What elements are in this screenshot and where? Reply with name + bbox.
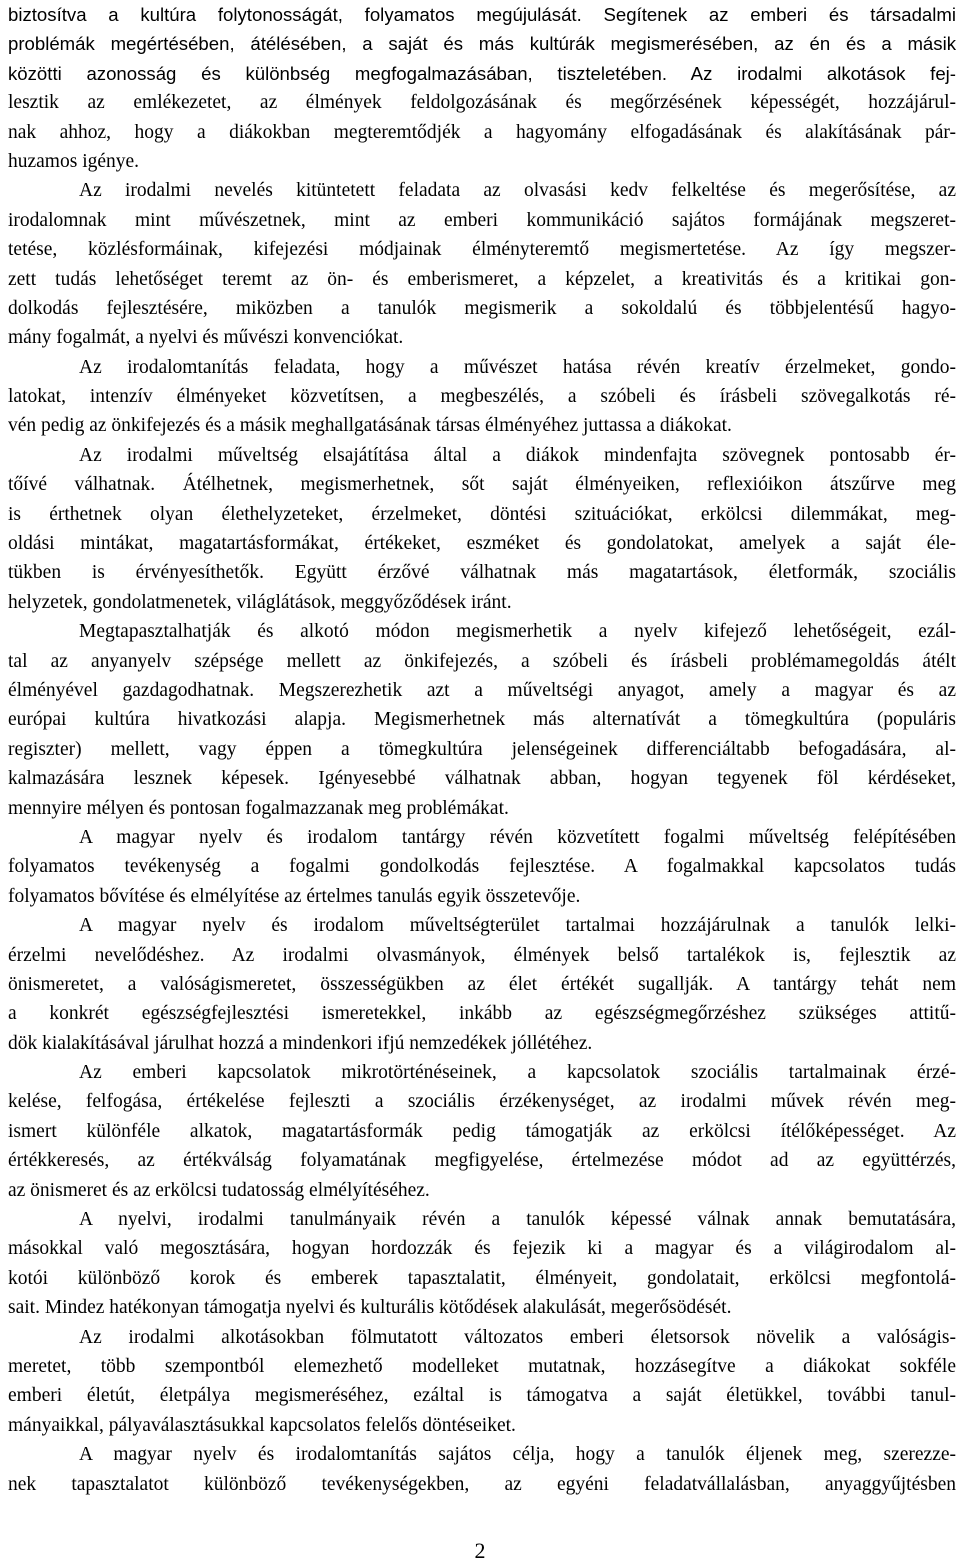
text-line: kotói különböző korok és emberek tapasztalatit, élményeit, gondolatait, erkölcsi megfontolá-	[8, 1267, 956, 1289]
text-line: zett tudás lehetőséget teremt az ön- és emberismeret, a képzelet, a kreativitás és a kritikai gon-	[8, 268, 956, 290]
text-line: A magyar nyelv és irodalom tantárgy révén közvetített fogalmi műveltség felépítésében	[79, 826, 956, 848]
text-line: biztosítva a kultúra folytonosságát, folyamatos megújulását. Segítenek az emberi és társadalmi	[8, 4, 956, 25]
text-line: folyamatos bővítése és elmélyítése az értelmes tanulás egyik összetevője.	[8, 885, 581, 907]
text-line: huzamos igénye.	[8, 150, 140, 172]
text-line: európai kultúra hivatkozási alapja. Megismerhetnek más alternatívát a tömegkultúra (populáris	[8, 709, 956, 731]
text-line: másokkal való megosztására, hogyan hordozzák és fejezik ki a magyar és a világirodalom al-	[8, 1238, 956, 1260]
text-line: dolkodás fejlesztésére, miközben a tanulók megismerik a sokoldalú és többjelentésű hagyo-	[8, 297, 956, 319]
text-line: latokat, intenzív élményeket közvetítsen, a megbeszélés, a szóbeli és írásbeli szövegalkotás ré-	[8, 386, 956, 408]
text-line: regiszter) mellett, vagy éppen a tömegkultúra jelenségeinek differenciáltabb befogadására, al-	[8, 738, 956, 760]
text-line: Az irodalmi alkotásokban fölmutatott változatos emberi életsorsok növelik a valóságis-	[79, 1326, 956, 1348]
text-line: emberi életút, életpálya megismeréséhez, ezáltal is támogatva a saját életükkel, további tanul-	[8, 1385, 956, 1407]
text-line: dök kialakításával járulhat hozzá a mindenkori ifjú nemzedékek jóllétéhez.	[8, 1032, 593, 1054]
text-line: kelése, felfogása, értékelése fejleszti a szociális érzékenységet, az irodalmi művek révén meg-	[8, 1091, 956, 1113]
text-line: tükben is érvényesíthetők. Együtt érzővé válhatnak más magatartások, életformák, szociális	[8, 562, 956, 584]
document-body	[8, 0, 956, 1499]
text-line: problémák megértésében, átélésében, a saját és más kultúrák megismerésében, az én és a másik	[8, 33, 956, 55]
text-line: sait. Mindez hatékonyan támogatja nyelvi és kulturális kötődések alakulását, megerősödését.	[8, 1297, 732, 1319]
text-line: A magyar nyelv és irodalom műveltségterület tartalmai hozzájárulnak a tanulók lelki-	[79, 915, 956, 937]
text-line: irodalomnak mint művészetnek, mint az emberi kommunikáció sajátos formájának megszeret-	[8, 209, 956, 231]
text-line: érzelmi nevelődéshez. Az irodalmi olvasmányok, élmények belső tartalékok is, fejlesztik az	[8, 944, 956, 966]
text-line: ismert különféle alkatok, magatartásformák pedig támogatják az erkölcsi ítélőképességet. Az	[8, 1120, 956, 1142]
text-line: élményével gazdagodhatnak. Megszerezhetik azt a műveltségi anyagot, amely a magyar és az	[8, 679, 956, 701]
text-line: tőívé válhatnak. Átélhetnek, megismerhetnek, sőt saját élményeiken, reflexióikon átszűrve meg	[8, 474, 956, 496]
text-line: nak ahhoz, hogy a diákokban megteremtődjék a hagyomány elfogadásának és alakításának pár-	[8, 121, 956, 143]
text-line: közötti azonosság és különbség megfogalmazásában, tiszteletében. Az irodalmi alkotások fej-	[8, 62, 956, 84]
text-line: kalmazására lesznek képesek. Igényesebbé válhatnak abban, hogyan tegyenek föl kérdéseket,	[8, 768, 956, 790]
text-line: nek tapasztalatot különböző tevékenységekben, az egyéni feladatvállalásban, anyaggyűjtésben	[8, 1473, 956, 1495]
text-line: a konkrét egészségfejlesztési ismeretekkel, inkább az egészségmegőrzéshez szükséges attitű-	[8, 1003, 956, 1025]
text-line: tal az anyanyelv szépsége mellett az önkifejezés, a szóbeli és írásbeli problémamegoldás átélt	[8, 650, 956, 672]
text-line: vén pedig az önkifejezés és a másik meghallgatásának társas élményéhez juttassa a diákokat.	[8, 415, 732, 437]
text-line: folyamatos tevékenység a fogalmi gondolkodás fejlesztése. A fogalmakkal kapcsolatos tudás	[8, 856, 956, 878]
text-line: Az emberi kapcsolatok mikrotörténéseinek, a kapcsolatok szociális tartalmainak érzé-	[79, 1062, 956, 1084]
text-line: oldási mintákat, magatartásformákat, értékeket, eszméket és gondolatokat, amelyek a saját éle-	[8, 533, 956, 555]
text-line: A magyar nyelv és irodalomtanítás sajátos célja, hogy a tanulók éljenek meg, szerezze-	[79, 1444, 956, 1466]
text-line: az önismeret és az erkölcsi tudatosság elmélyítéséhez.	[8, 1179, 430, 1201]
text-line: lesztik az emlékezetet, az élmények feldolgozásának és megőrzésének képességét, hozzájárul-	[8, 92, 956, 114]
text-line: Az irodalomtanítás feladata, hogy a művészet hatása révén kreatív érzelmeket, gondo-	[79, 356, 956, 378]
text-line: értékkeresés, az értékválság folyamatának megfigyelése, értelmezése módot ad az együttérzés,	[8, 1150, 956, 1172]
text-line: Az irodalmi műveltség elsajátítása által a diákok mindenfajta szövegnek pontosabb ér-	[79, 444, 956, 466]
text-line: A nyelvi, irodalmi tanulmányaik révén a tanulók képessé válnak annak bemutatására,	[79, 1209, 956, 1231]
page-number: 2	[474, 1538, 486, 1563]
text-line: meretet, több szempontból elemezhető modelleket mutatnak, hozzásegítve a diákokat sokféle	[8, 1355, 956, 1377]
text-line: Megtapasztalhatják és alkotó módon megismerhetik a nyelv kifejező lehetőségeit, ezál-	[79, 621, 956, 643]
text-line: önismeretet, a valóságismeretet, összességükben az élet értékét sugallják. A tantárgy tehát nem	[8, 973, 956, 995]
text-line: mányaikkal, pályaválasztásukkal kapcsolatos felelős döntéseiket.	[8, 1414, 516, 1436]
text-line: mennyire mélyen és pontosan fogalmazzanak meg problémákat.	[8, 797, 509, 819]
text-line: tetése, közlésformáinak, kifejezési módjainak élményteremtő megismertetése. Az így megszer-	[8, 239, 956, 261]
text-line: mány fogalmát, a nyelvi és művészi konvenciókat.	[8, 327, 404, 349]
text-line: is érthetnek olyan élethelyzeteket, érzelmeket, döntési szituációkat, erkölcsi dilemmákat, meg-	[8, 503, 956, 525]
text-line: helyzetek, gondolatmenetek, világlátások, meggyőződések iránt.	[8, 591, 512, 613]
text-line: Az irodalmi nevelés kitüntetett feladata az olvasási kedv felkeltése és megerősítése, az	[79, 180, 956, 202]
